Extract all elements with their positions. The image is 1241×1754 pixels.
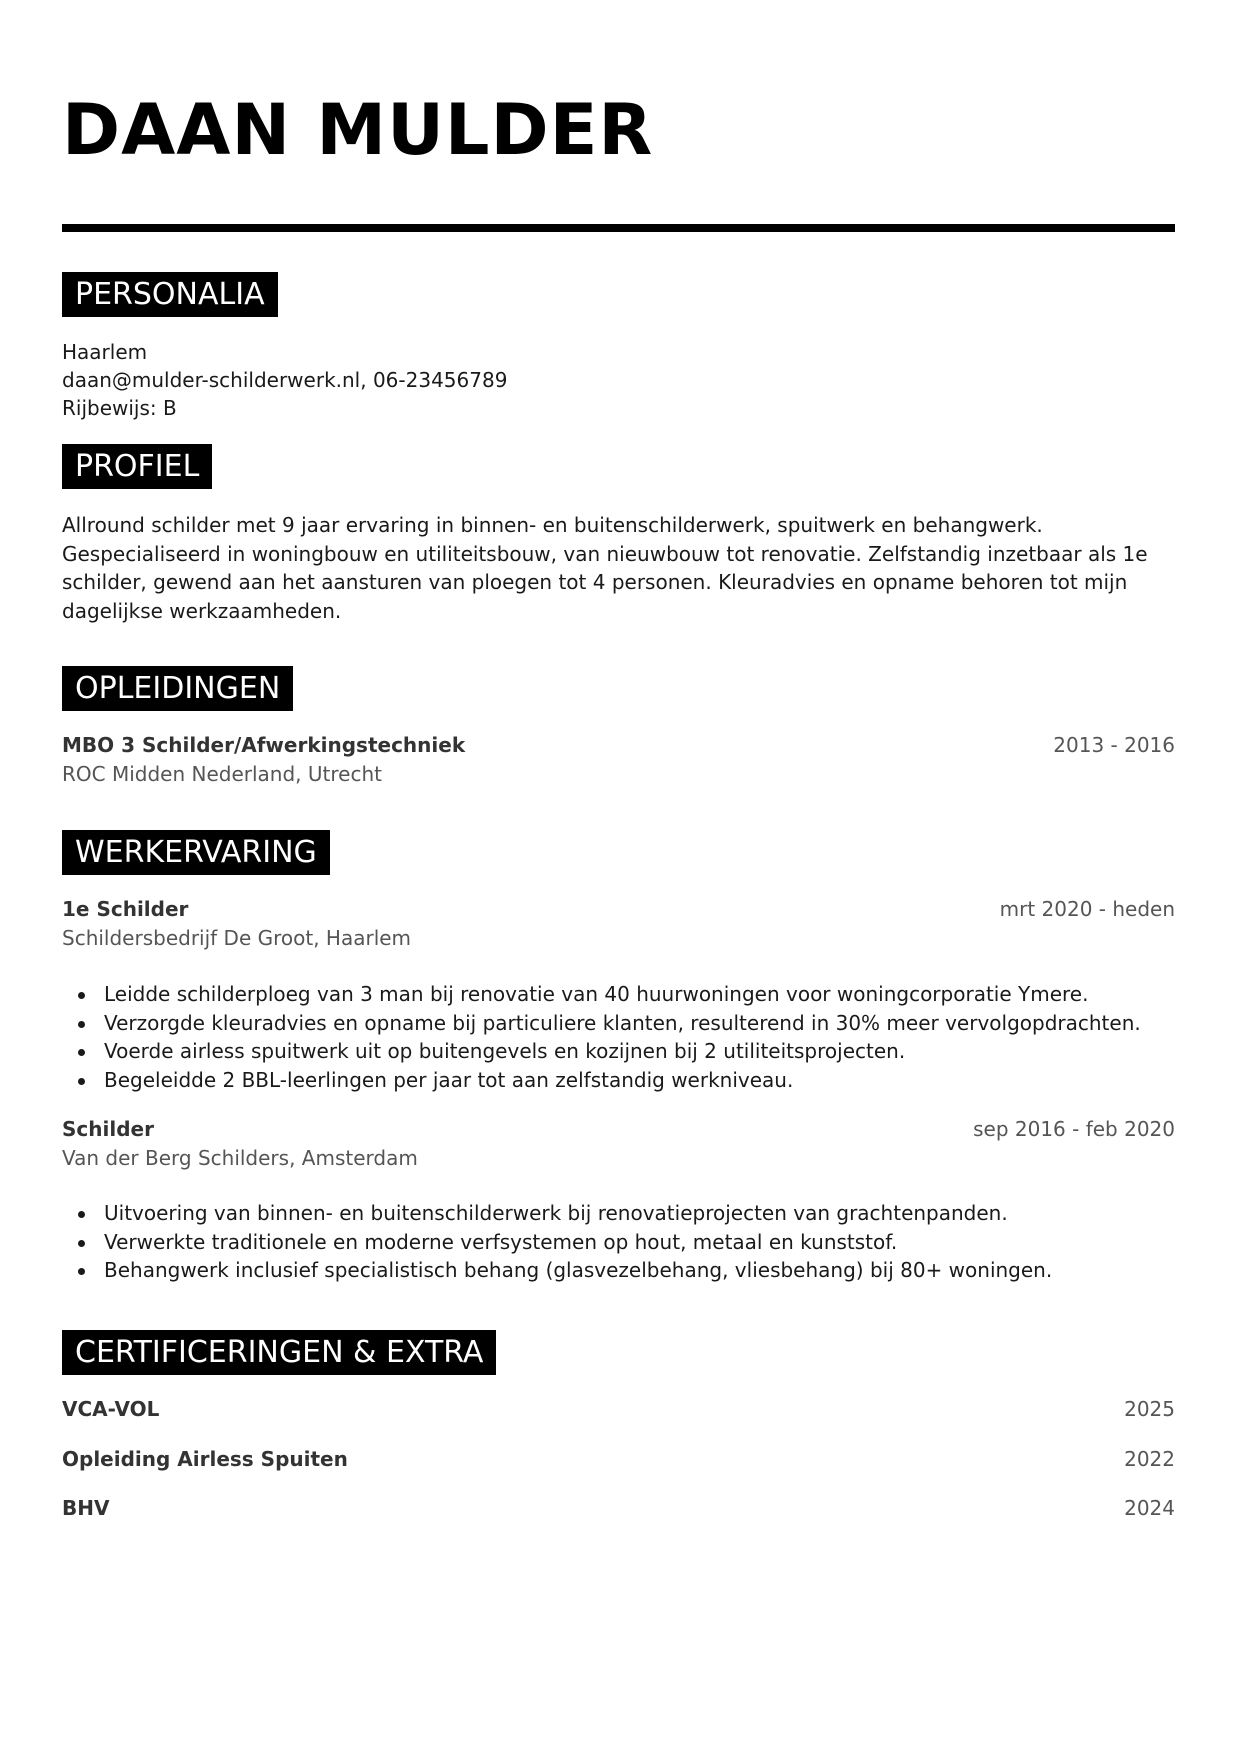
list-item: [62, 1037, 1192, 1066]
bullet-icon: [78, 992, 85, 999]
bullet-text: Behangwerk inclusief specialistisch behang (glasvezelbehang, vliesbehang) bij 80+ woningen.: [104, 1258, 1053, 1282]
list-item: [62, 1199, 1192, 1228]
education-period: 2013 - 2016: [1053, 733, 1175, 757]
section-title-certificeringen: CERTIFICERINGEN & EXTRA: [62, 1330, 496, 1375]
list-item: [62, 1228, 1192, 1257]
list-item: [62, 980, 1192, 1009]
job-title: 1e Schilder: [62, 897, 189, 921]
job-title: Schilder: [62, 1117, 154, 1141]
list-item: [62, 1009, 1192, 1038]
job-company: Van der Berg Schilders, Amsterdam: [62, 1146, 418, 1170]
bullet-text: Verwerkte traditionele en moderne verfsystemen op hout, metaal en kunststof.: [104, 1229, 898, 1254]
bullet-icon: [78, 1021, 85, 1028]
bullet-icon: [78, 1078, 85, 1085]
cert-year: 2022: [1124, 1447, 1175, 1471]
profile-line: schilder, gewend aan het aansturen van ploegen tot 4 personen. Kleuradvies en opname behoren tot mijn: [62, 570, 1128, 595]
profile-line: Gespecialiseerd in woningbouw en utiliteitsbouw, van nieuwbouw tot renovatie. Zelfstandig inzetbaar als 1e: [62, 541, 1148, 566]
personalia-license: Rijbewijs: B: [62, 396, 177, 420]
candidate-name: DAAN MULDER: [62, 89, 654, 171]
personalia-contact: daan@mulder-schilderwerk.nl, 06-23456789: [62, 368, 508, 392]
cert-year: 2025: [1124, 1397, 1175, 1421]
cert-year: 2024: [1124, 1496, 1175, 1520]
job-bullets: [62, 1199, 1192, 1285]
section-title-werkervaring: WERKERVARING: [62, 830, 330, 875]
profile-line: dagelijkse werkzaamheden.: [62, 598, 342, 623]
personalia-city: Haarlem: [62, 340, 148, 364]
cert-name: Opleiding Airless Spuiten: [62, 1447, 348, 1471]
bullet-text: Leidde schilderploeg van 3 man bij renovatie van 40 huurwoningen voor woningcorporatie Ymere.: [104, 982, 1089, 1006]
job-period: sep 2016 - feb 2020: [973, 1117, 1175, 1141]
header-divider: [62, 224, 1175, 232]
bullet-icon: [78, 1049, 85, 1056]
section-title-personalia: PERSONALIA: [62, 272, 278, 317]
bullet-text: Verzorgde kleuradvies en opname bij particuliere klanten, resulterend in 30% meer vervolgopdrachten.: [104, 1010, 1141, 1035]
bullet-text: Begeleidde 2 BBL-leerlingen per jaar tot aan zelfstandig werkniveau.: [104, 1067, 794, 1092]
cert-name: VCA-VOL: [62, 1397, 160, 1421]
cert-name: BHV: [62, 1496, 110, 1520]
bullet-text: Voerde airless spuitwerk uit op buitengevels en kozijnen bij 2 utiliteitsprojecten.: [104, 1039, 906, 1063]
profile-line: Allround schilder met 9 jaar ervaring in binnen- en buitenschilderwerk, spuitwerk en behangwerk.: [62, 513, 1043, 537]
bullet-icon: [78, 1211, 85, 1218]
job-bullets: [62, 980, 1192, 1094]
job-company: Schildersbedrijf De Groot, Haarlem: [62, 926, 412, 950]
profile-summary: [62, 511, 1182, 625]
section-title-profiel: PROFIEL: [62, 444, 212, 489]
bullet-icon: [78, 1268, 85, 1275]
job-period: mrt 2020 - heden: [999, 897, 1175, 921]
bullet-icon: [78, 1240, 85, 1247]
list-item: [62, 1256, 1192, 1285]
education-title: MBO 3 Schilder/Afwerkingstechniek: [62, 733, 466, 757]
bullet-text: Uitvoering van binnen- en buitenschilderwerk bij renovatieprojecten van grachtenpanden.: [104, 1201, 1008, 1225]
section-title-opleidingen: OPLEIDINGEN: [62, 666, 293, 711]
list-item: [62, 1066, 1192, 1095]
education-institution: ROC Midden Nederland, Utrecht: [62, 762, 382, 786]
